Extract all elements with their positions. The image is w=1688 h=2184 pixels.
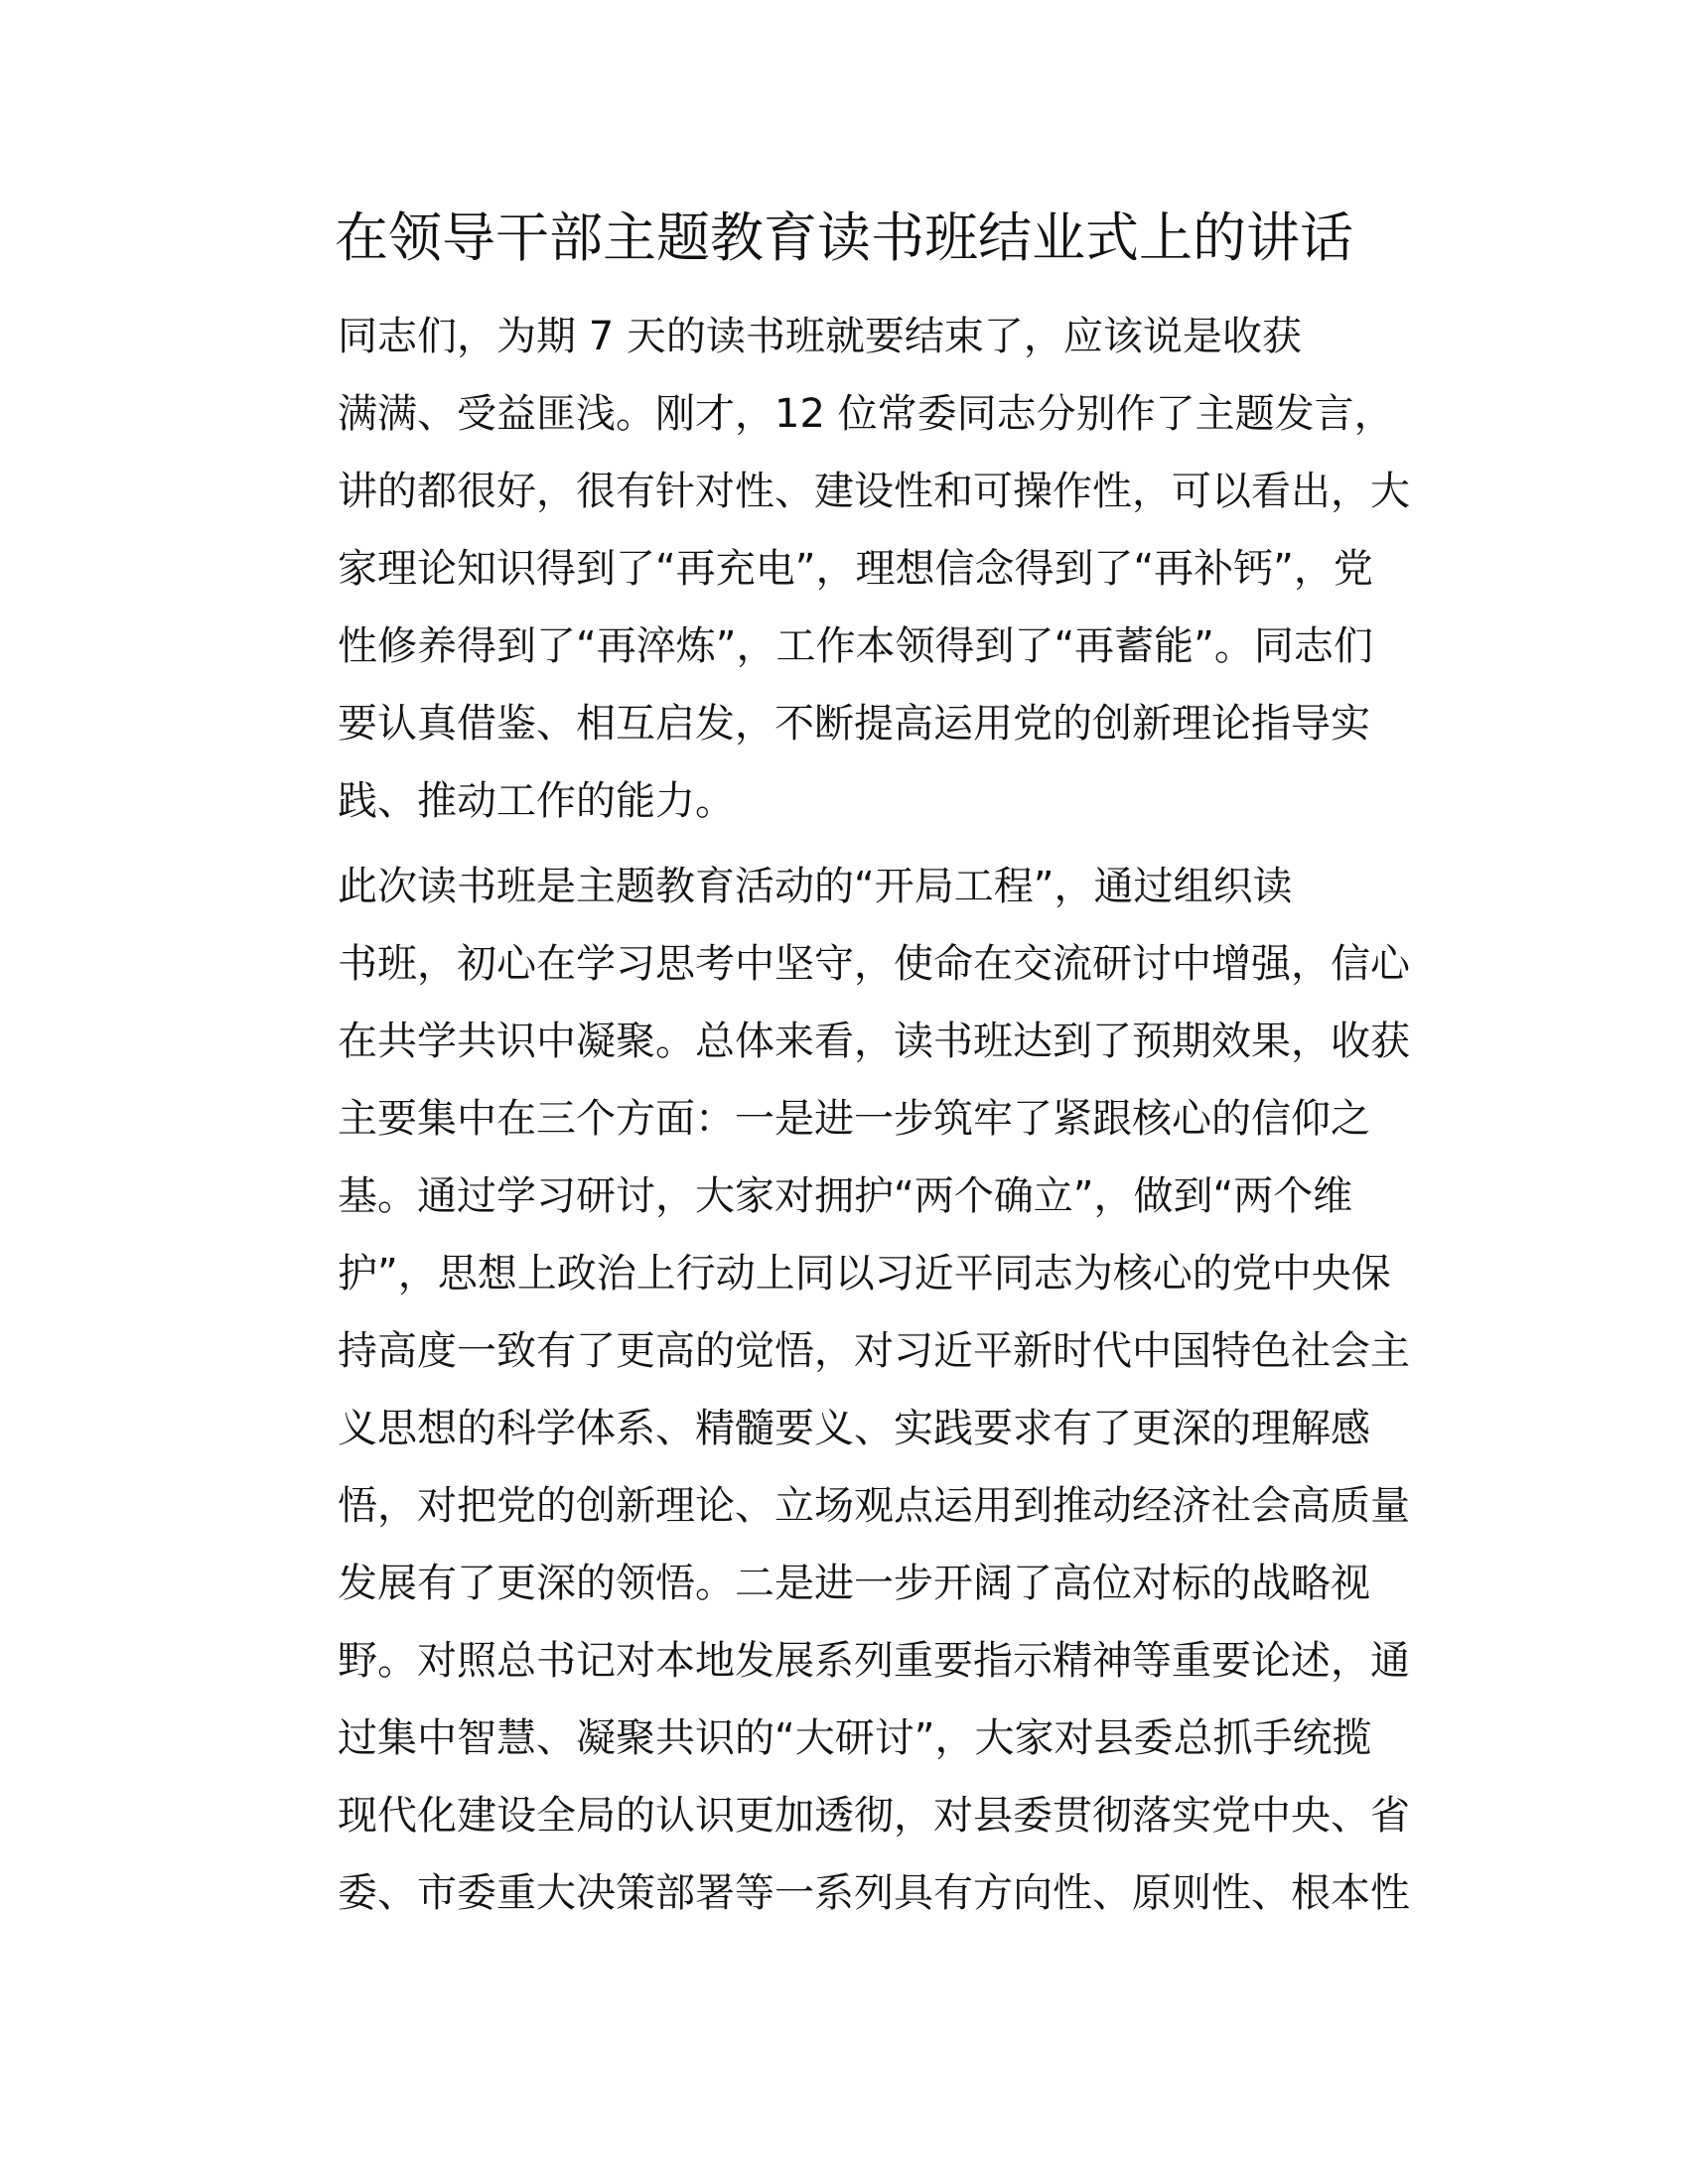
paragraph-line: 书班，初心在学习思考中坚守，使命在交流研讨中增强，信心	[338, 941, 1410, 987]
paragraph-line: 主要集中在三个方面：一是进一步筑牢了紧跟核心的信仰之	[338, 1096, 1370, 1142]
paragraph-line: 悟，对把党的创新理论、立场观点运用到推动经济社会高质量	[338, 1483, 1410, 1529]
paragraph-line: 过集中智慧、凝聚共识的“大研讨”，大家对县委总抓手统揽	[338, 1715, 1372, 1761]
paragraph-line: 同志们，为期 7 天的读书班就要结束了，应该说是收获	[338, 314, 1302, 359]
paragraph-line: 性修养得到了“再淬炼”，工作本领得到了“再蓄能”。同志们	[338, 623, 1373, 669]
paragraph-2	[248, 848, 1440, 1932]
paragraph-line: 持高度一致有了更高的觉悟，对习近平新时代中国特色社会主	[338, 1328, 1410, 1374]
document-title: 在领导干部主题教育读书班结业式上的讲话	[335, 206, 1353, 269]
paragraph-1	[248, 298, 1440, 840]
paragraph-line: 讲的都很好，很有针对性、建设性和可操作性，可以看出，大	[338, 469, 1410, 514]
paragraph-line: 委、市委重大决策部署等一系列具有方向性、原则性、根本性	[338, 1870, 1410, 1916]
paragraph-line: 基。通过学习研讨，大家对拥护“两个确立”，做到“两个维	[338, 1173, 1353, 1219]
paragraph-line: 护”，思想上政治上行动上同以习近平同志为核心的党中央保	[338, 1251, 1391, 1297]
paragraph-line: 要认真借鉴、相互启发，不断提高运用党的创新理论指导实	[338, 701, 1370, 747]
paragraph-line: 发展有了更深的领悟。二是进一步开阔了高位对标的战略视	[338, 1561, 1370, 1606]
paragraph-line: 野。对照总书记对本地发展系列重要指示精神等重要论述，通	[338, 1638, 1410, 1684]
document-body	[248, 298, 1440, 1932]
paragraph-line: 践、推动工作的能力。	[338, 778, 735, 824]
paragraph-line: 家理论知识得到了“再充电”，理想信念得到了“再补钙”，党	[338, 546, 1373, 592]
paragraph-line: 满满、受益匪浅。刚才，12 位常委同志分别作了主题发言，	[338, 391, 1394, 437]
paragraph-line: 义思想的科学体系、精髓要义、实践要求有了更深的理解感	[338, 1406, 1370, 1451]
paragraph-line: 现代化建设全局的认识更加透彻，对县委贯彻落实党中央、省	[338, 1793, 1410, 1839]
paragraph-line: 此次读书班是主题教育活动的“开局工程”，通过组织读	[338, 864, 1293, 909]
paragraph-line: 在共学共识中凝聚。总体来看，读书班达到了预期效果，收获	[338, 1019, 1410, 1064]
